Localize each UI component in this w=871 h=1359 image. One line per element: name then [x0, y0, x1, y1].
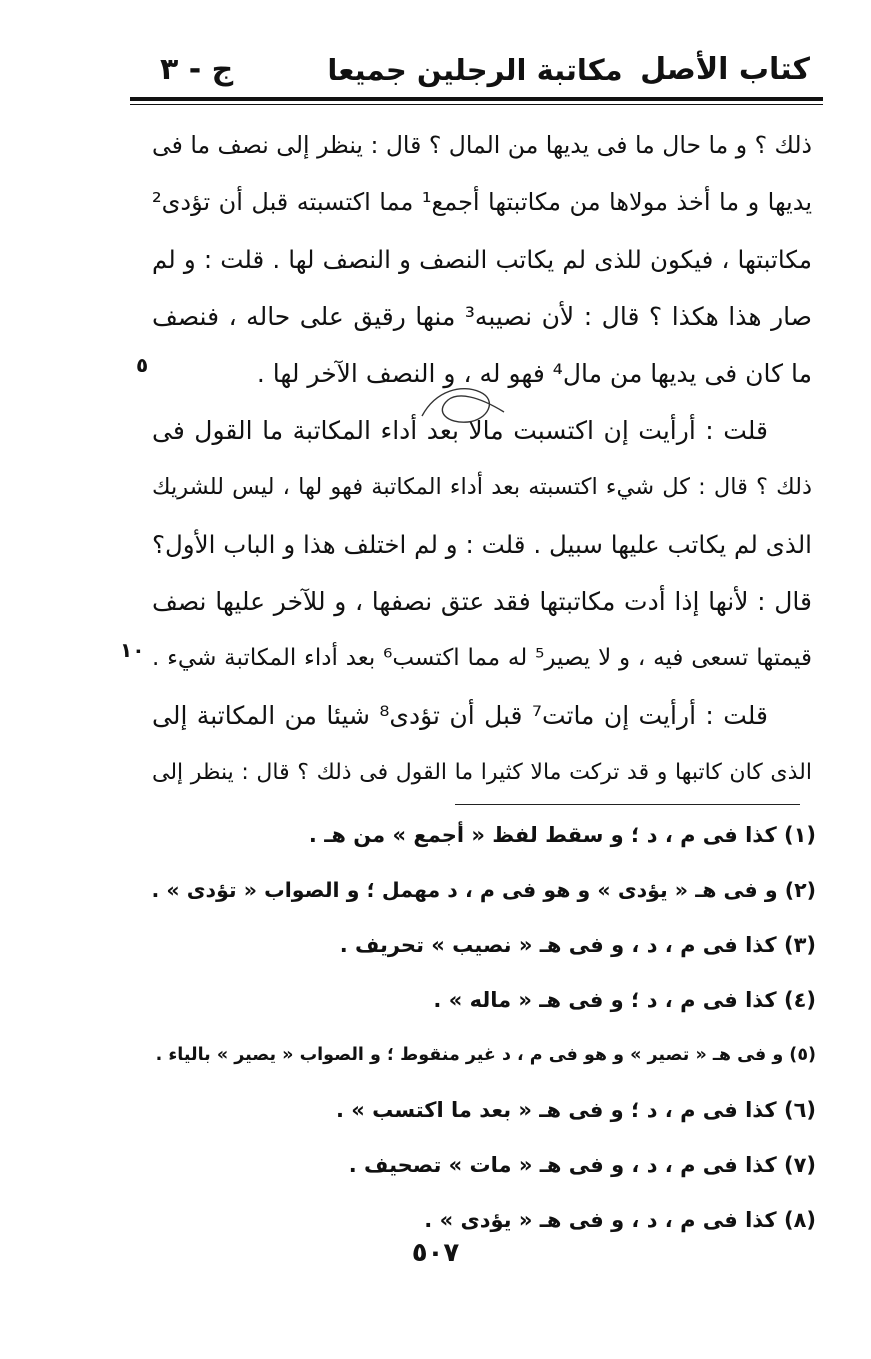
footnote: (٢) و فى هـ « يؤدى » و هو فى م ، د مهمل ؛ و الصواب « تؤدى » .: [151, 878, 816, 902]
text-line: مكاتبتها ، فيكون للذى لم يكاتب النصف و النصف لها . قلت : و لم: [152, 245, 812, 274]
handwritten-mark: [418, 382, 508, 434]
text-line: قيمتها تسعى فيه ، و لا يصير⁵ له مما اكتسب⁶ بعد أداء المكاتبة شيء .: [152, 645, 812, 671]
footnote: (٨) كذا فى م ، د ، و فى هـ « يؤدى » .: [424, 1208, 816, 1232]
chapter-title: مكاتبة الرجلين جميعا: [327, 53, 623, 87]
footnote: (٦) كذا فى م ، د ؛ و فى هـ « بعد ما اكتسب » .: [335, 1098, 816, 1122]
footnote: (١) كذا فى م ، د ؛ و سقط لفظ « أجمع » من هـ .: [308, 823, 816, 847]
text-line: يديها و ما أخذ مولاها من مكاتبتها أجمع¹ مما اكتسبته قبل أن تؤدى²: [152, 188, 812, 216]
footnote-separator: [455, 804, 800, 805]
book-title: كتاب الأصل: [640, 52, 810, 87]
page-number: ٥٠٧: [411, 1238, 460, 1268]
text-line: صار هذا هكذا ؟ قال : لأن نصيبه³ منها رقيق على حاله ، فنصف: [152, 302, 812, 331]
volume-label: ج - ٣: [160, 52, 234, 87]
header-rule: [130, 97, 823, 101]
main-text: [152, 117, 812, 801]
line-number-5: ٥: [136, 353, 149, 377]
header-rule-thin: [130, 104, 823, 105]
footnotes: [140, 808, 816, 1248]
text-line: الذى كان كاتبها و قد تركت مالا كثيرا ما القول فى ذلك ؟ قال : ينظر إلى: [152, 760, 812, 785]
text-line: ما كان فى يديها من مال⁴ فهو له ، و النصف الآخر لها .: [256, 359, 812, 388]
text-line: قال : لأنها إذا أدت مكاتبتها فقد عتق نصفها ، و للآخر عليها نصف: [152, 587, 812, 616]
text-line: قلت : أرأيت إن ماتت⁷ قبل أن تؤدى⁸ شيئا من المكاتبة إلى: [152, 701, 768, 730]
text-line: الذى لم يكاتب عليها سبيل . قلت : و لم اختلف هذا و الباب الأول؟: [152, 530, 812, 559]
text-line: ذلك ؟ و ما حال ما فى يديها من المال ؟ قال : ينظر إلى نصف ما فى: [152, 131, 812, 159]
running-header: [130, 48, 820, 92]
text-line: قلت : أرأيت إن اكتسبت مالا بعد أداء المكاتبة ما القول فى: [152, 416, 768, 445]
footnote: (٥) و فى هـ « تصير » و هو فى م ، د غير منقوط ؛ و الصواب « يصير » بالياء .: [155, 1045, 816, 1065]
footnote: (٤) كذا فى م ، د ؛ و فى هـ « ماله » .: [433, 988, 816, 1012]
text-line: ذلك ؟ قال : كل شيء اكتسبته بعد أداء المكاتبة فهو لها ، ليس للشريك: [152, 474, 812, 500]
footnote: (٧) كذا فى م ، د ، و فى هـ « مات » تصحيف .: [348, 1153, 816, 1177]
footnote: (٣) كذا فى م ، د ، و فى هـ « نصيب » تحريف .: [339, 933, 816, 957]
line-number-10: ١٠: [120, 638, 145, 662]
